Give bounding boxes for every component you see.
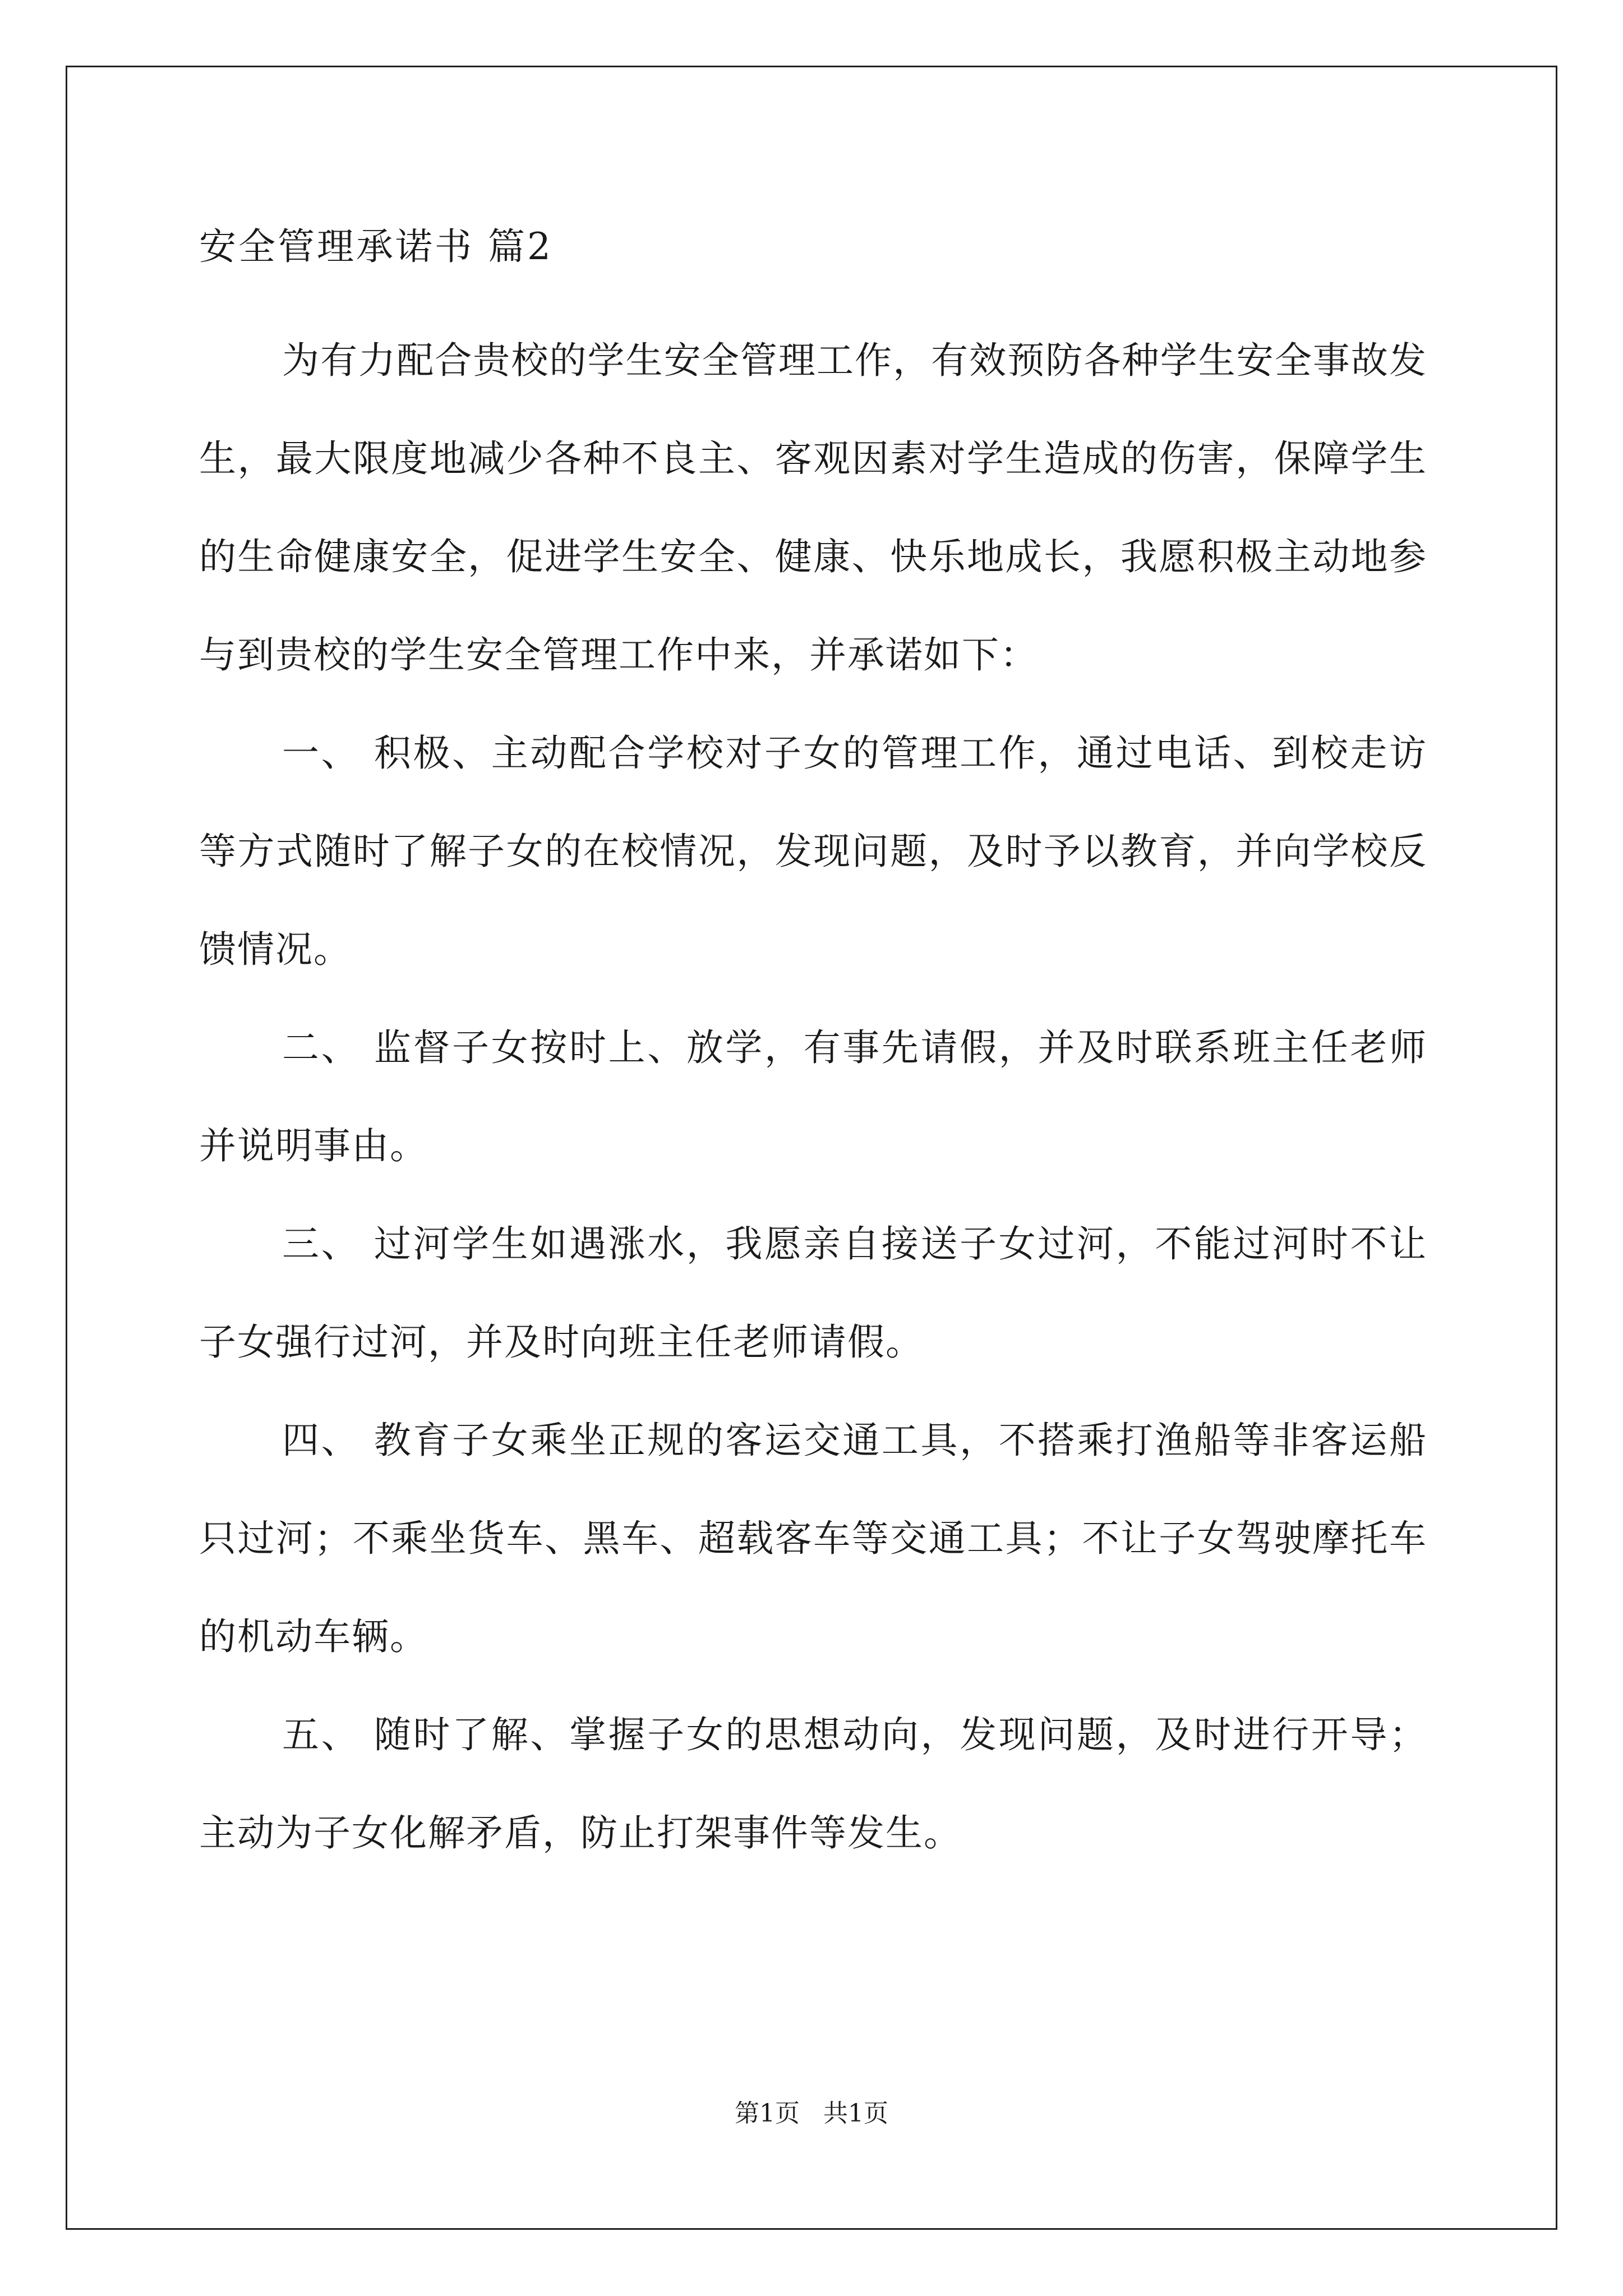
paragraph-item-2: 二、 监督子女按时上、放学，有事先请假，并及时联系班主任老师并说明事由。 [199, 1026, 1427, 1167]
page-number-total: 共1页 [823, 2099, 888, 2128]
document-title: 安全管理承诺书 篇2 [199, 225, 553, 268]
paragraph-item-5: 五、 随时了解、掌握子女的思想动向，发现问题，及时进行开导；主动为子女化解矛盾，防止打架事件等发生。 [199, 1713, 1427, 1855]
page-footer [0, 2097, 1623, 2131]
paragraph-item-3: 三、 过河学生如遇涨水，我愿亲自接送子女过河，不能过河时不让子女强行过河，并及时向班主任老师请假。 [199, 1222, 1427, 1364]
paragraph-item-1: 一、 积极、主动配合学校对子女的管理工作，通过电话、到校走访等方式随时了解子女的在校情况，发现问题，及时予以教育，并向学校反馈情况。 [199, 731, 1427, 971]
paragraph-intro: 为有力配合贵校的学生安全管理工作，有效预防各种学生安全事故发生，最大限度地减少各种不良主、客观因素对学生造成的伤害，保障学生的生命健康安全，促进学生安全、健康、快乐地成长，我愿积极主动地参与到贵校的学生安全管理工作中来，并承诺如下： [199, 339, 1427, 677]
document-body [199, 213, 1427, 1882]
page-number-current: 第1页 [735, 2099, 800, 2128]
paragraph-item-4: 四、 教育子女乘坐正规的客运交通工具，不搭乘打渔船等非客运船只过河；不乘坐货车、黑车、超载客车等交通工具；不让子女驾驶摩托车的机动车辆。 [199, 1419, 1427, 1658]
